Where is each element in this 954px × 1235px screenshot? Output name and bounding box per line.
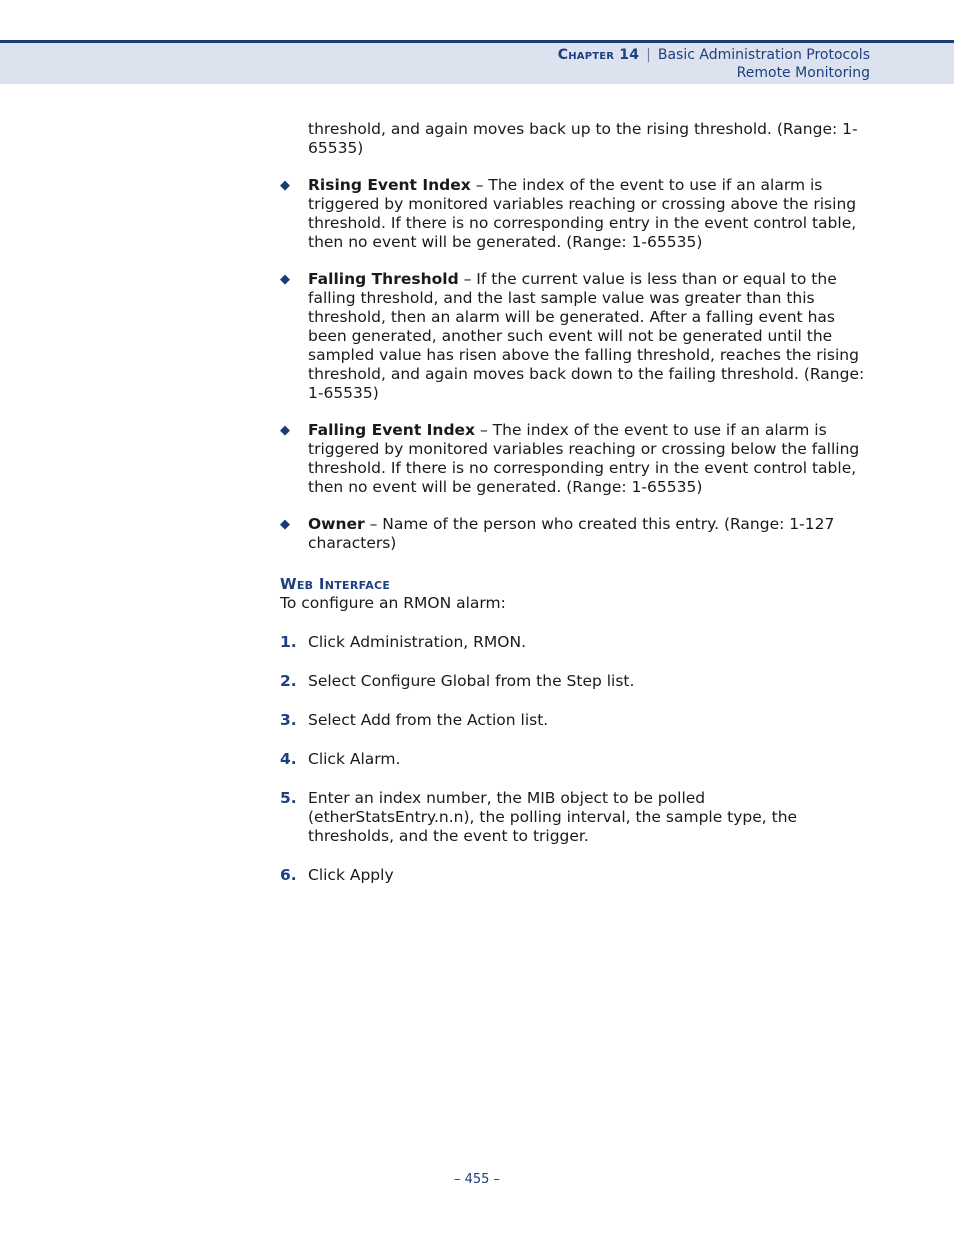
step-text: Click Apply: [308, 866, 394, 884]
step-item: [280, 633, 876, 652]
step-item: [280, 866, 876, 885]
section-heading: Web Interface: [280, 575, 391, 593]
step-text: Select Add from the Action list.: [308, 711, 549, 729]
item-description: – The index of the event to use if an alarm is triggered by monitored variables reaching or crossing above the rising threshold. If there is no corresponding entry in the event control table, then no event will be generated. (Range: 1-65535): [308, 176, 857, 251]
item-term: Rising Event Index: [308, 176, 471, 194]
step-number: 3.: [280, 711, 297, 729]
item-description: – If the current value is less than or equal to the falling threshold, and the last sample value was greater than this threshold, then an alarm will be generated. After a falling event has been generated, another such event will not be generated until the sampled value has risen above the falling threshold, reaches the rising threshold, and again moves back down to the failing threshold. (Range: 1-65535): [308, 270, 865, 402]
item-term: Owner: [308, 515, 365, 533]
step-text: Enter an index number, the MIB object to be polled (etherStatsEntry.n.n), the polling interval, the sample type, the thresholds, and the event to trigger.: [308, 789, 798, 845]
list-item: [280, 515, 876, 553]
step-number: 5.: [280, 789, 297, 807]
item-term: Falling Threshold: [308, 270, 459, 288]
list-item: [280, 270, 876, 403]
continuation-paragraph: threshold, and again moves back up to the rising threshold. (Range: 1-65535): [308, 120, 858, 157]
diamond-bullet-icon: ◆: [280, 517, 290, 532]
step-number: 6.: [280, 866, 297, 884]
header-separator: |: [646, 47, 651, 63]
item-description: – The index of the event to use if an alarm is triggered by monitored variables reaching or crossing below the falling threshold. If there is no corresponding entry in the event control table, then no event will be generated. (Range: 1-65535): [308, 421, 860, 496]
step-item: [280, 789, 876, 846]
step-number: 2.: [280, 672, 297, 690]
section-lead: To configure an RMON alarm:: [280, 594, 506, 612]
list-item: [280, 176, 876, 252]
step-number: 4.: [280, 750, 297, 768]
step-item: [280, 672, 876, 691]
diamond-bullet-icon: ◆: [280, 272, 290, 287]
page-number: – 455 –: [453, 1172, 501, 1187]
step-text: Click Administration, RMON.: [308, 633, 526, 651]
header-chapter-line: [558, 47, 870, 63]
diamond-bullet-icon: ◆: [280, 178, 290, 193]
running-header: [0, 40, 954, 84]
step-item: [280, 750, 876, 769]
list-item: [280, 421, 876, 497]
diamond-bullet-icon: ◆: [280, 423, 290, 438]
section-subtitle: Remote Monitoring: [736, 65, 870, 81]
item-term: Falling Event Index: [308, 421, 476, 439]
page-body: [280, 120, 876, 885]
step-number: 1.: [280, 633, 297, 651]
item-description: – Name of the person who created this entry. (Range: 1-127 characters): [308, 515, 835, 552]
step-item: [280, 711, 876, 730]
step-text: Click Alarm.: [308, 750, 401, 768]
chapter-label: Chapter 14: [557, 47, 640, 63]
chapter-title: Basic Administration Protocols: [657, 47, 870, 63]
step-text: Select Configure Global from the Step list.: [308, 672, 635, 690]
